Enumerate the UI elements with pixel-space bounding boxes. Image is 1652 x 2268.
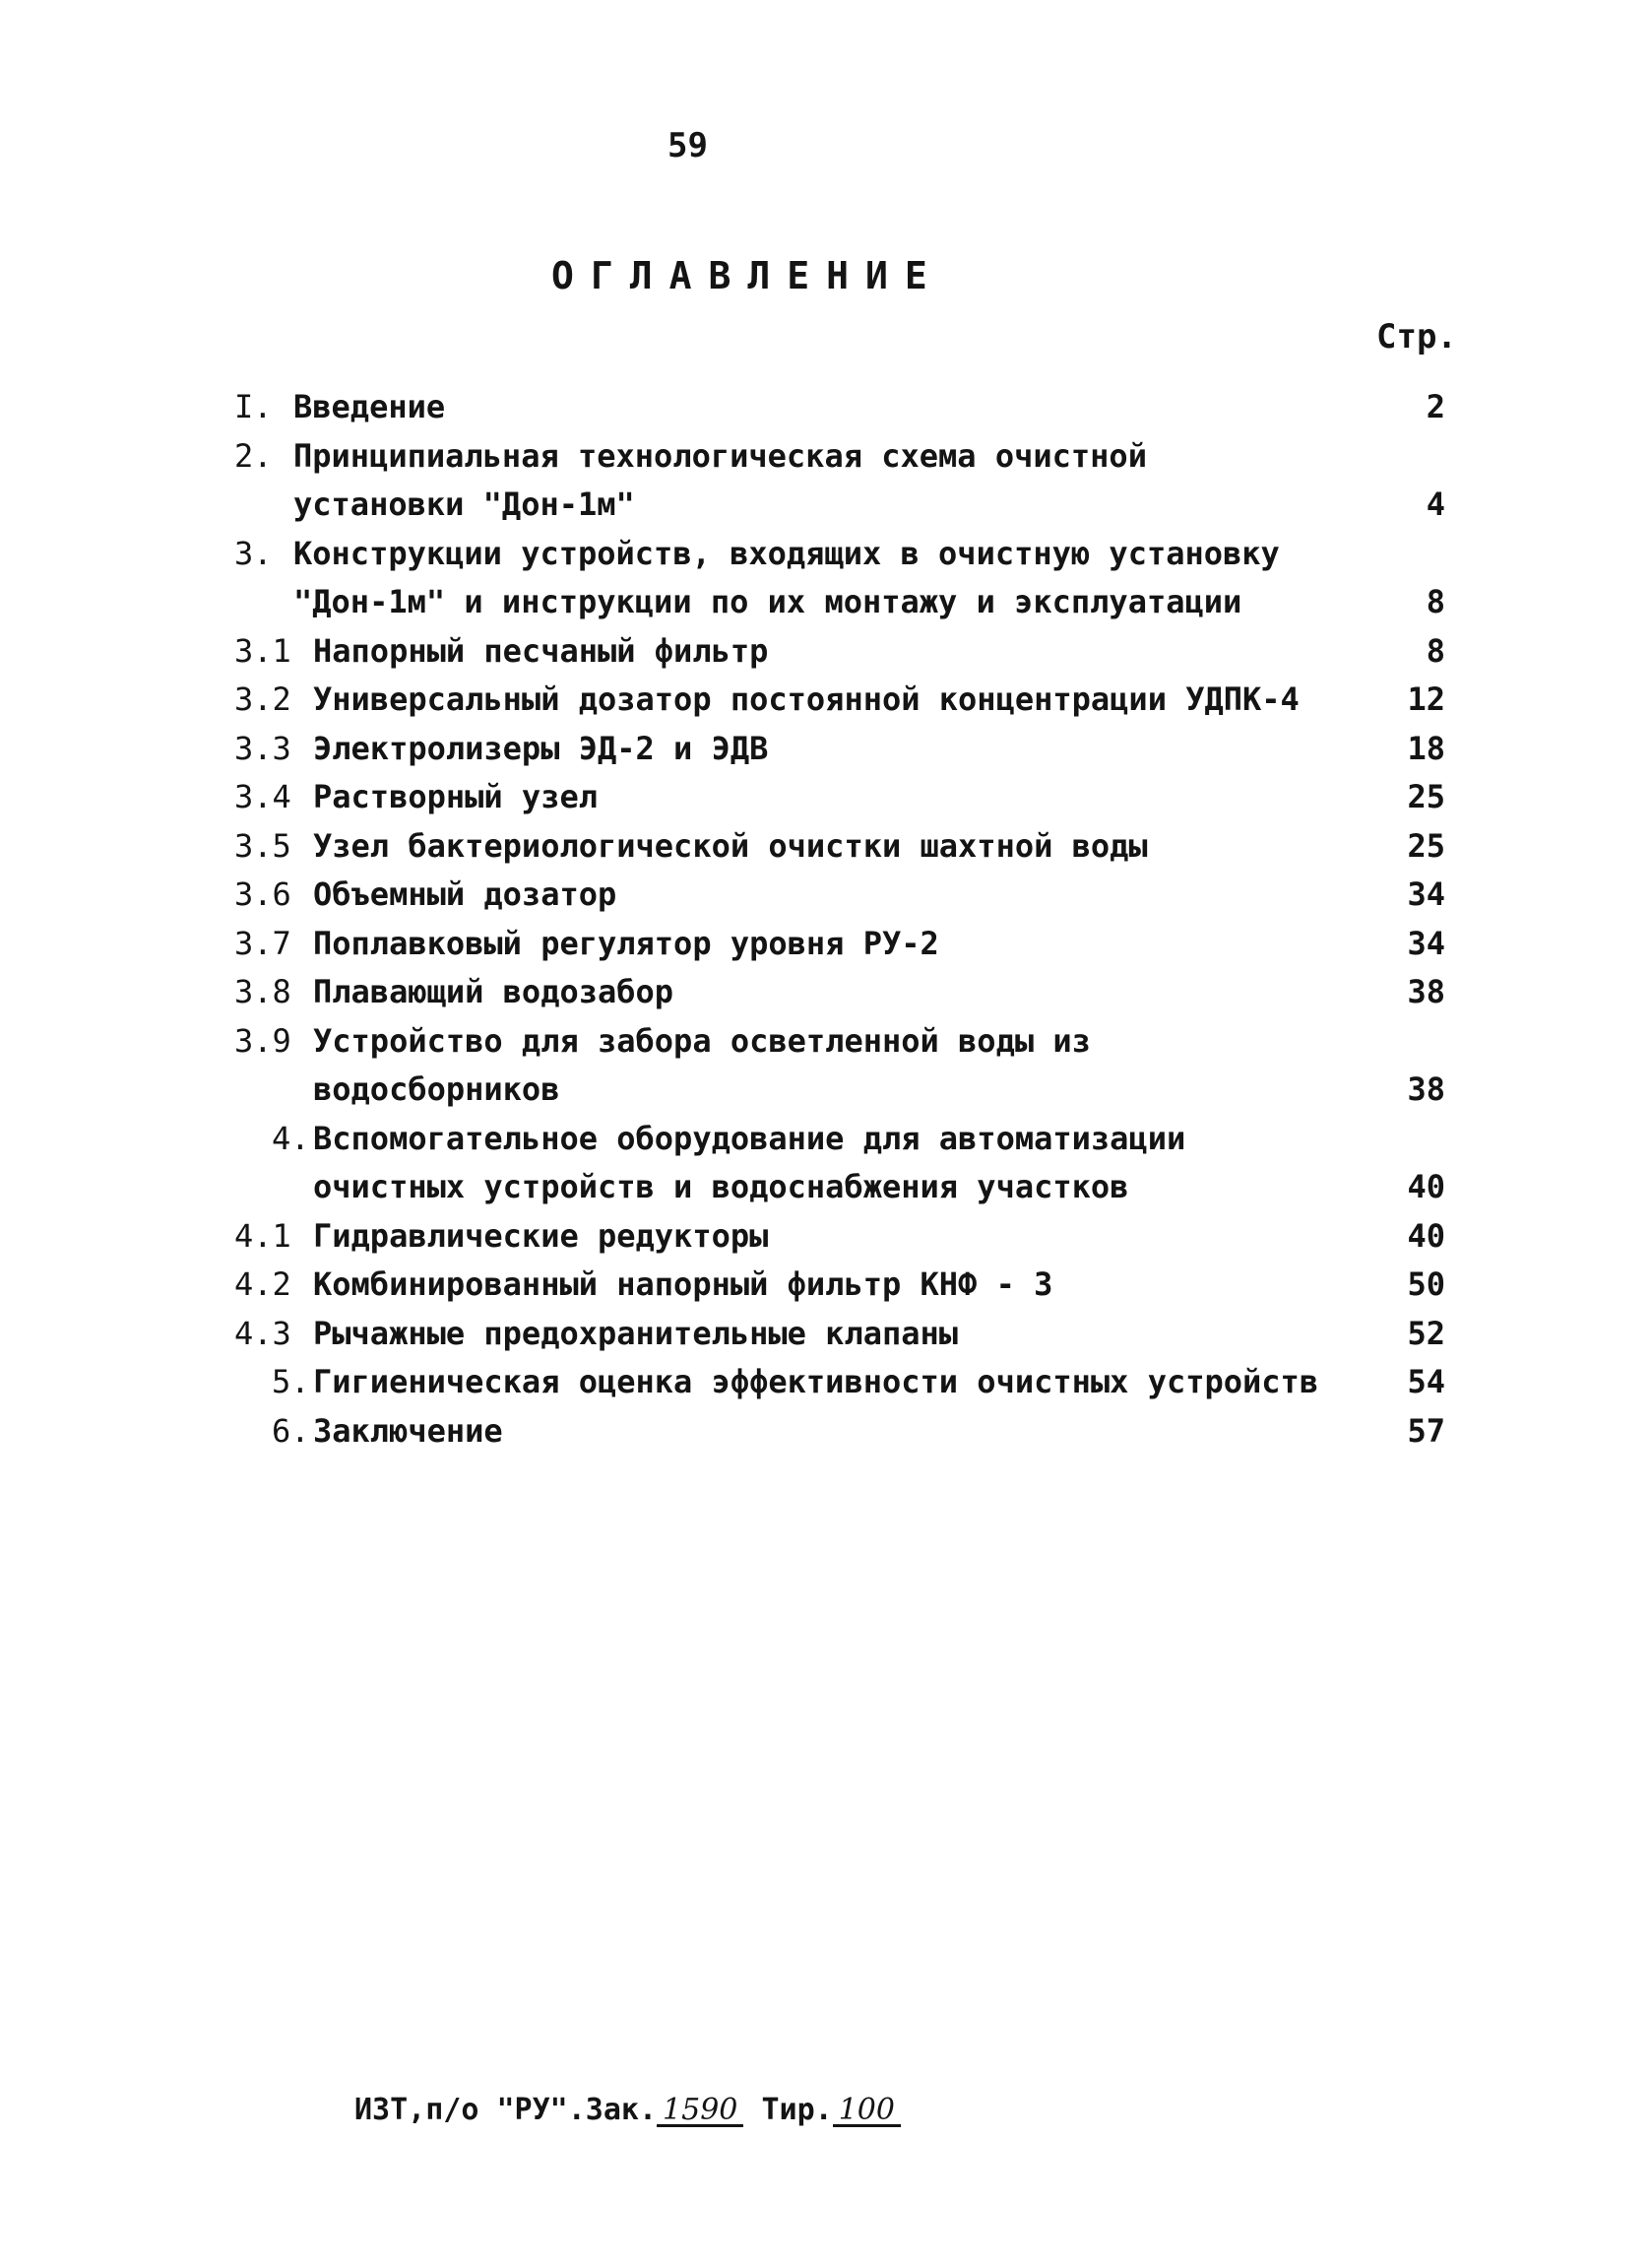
copies-label: Тир. bbox=[761, 2093, 833, 2127]
toc-row bbox=[0, 1411, 1652, 1451]
toc-text: установки "Дон-1м" bbox=[293, 486, 635, 523]
footer-prefix: ИЗТ,п/о "РУ".Зак. bbox=[354, 2093, 658, 2127]
toc-row bbox=[0, 387, 1652, 426]
toc-num: 3.1 bbox=[234, 632, 291, 670]
toc-text: Напорный песчаный фильтр bbox=[313, 632, 769, 670]
toc-page: 25 bbox=[1407, 827, 1445, 865]
toc-page: 2 bbox=[1426, 388, 1445, 425]
toc-num: I. bbox=[234, 388, 273, 425]
toc-row bbox=[0, 1264, 1652, 1304]
toc-row bbox=[0, 1069, 1652, 1109]
toc-page: 38 bbox=[1407, 1070, 1445, 1108]
toc-num: 4. bbox=[272, 1120, 310, 1157]
toc-row bbox=[0, 1167, 1652, 1206]
toc-text: Конструкции устройств, входящих в очистную установку bbox=[293, 535, 1280, 572]
toc-num: 3.7 bbox=[234, 925, 291, 962]
copies-count: 100 bbox=[833, 2097, 901, 2127]
toc-num: 3.9 bbox=[234, 1022, 291, 1060]
toc-num: 3.4 bbox=[234, 778, 291, 815]
toc-text: Универсальный дозатор постоянной концентрации УДПК-4 bbox=[313, 680, 1300, 718]
toc-page: 34 bbox=[1407, 925, 1445, 962]
toc-text: Гидравлические редукторы bbox=[313, 1217, 769, 1255]
toc-page: 34 bbox=[1407, 875, 1445, 913]
toc-page: 8 bbox=[1426, 632, 1445, 670]
toc-row bbox=[0, 680, 1652, 719]
toc-text: Устройство для забора осветленной воды из bbox=[313, 1022, 1091, 1060]
toc-row bbox=[0, 582, 1652, 621]
toc-page: 52 bbox=[1407, 1315, 1445, 1352]
toc-num: 3.2 bbox=[234, 680, 291, 718]
toc-num: 4.1 bbox=[234, 1217, 291, 1255]
toc-page: 4 bbox=[1426, 486, 1445, 523]
toc-num: 5. bbox=[272, 1363, 310, 1400]
toc-text: водосборников bbox=[313, 1070, 560, 1108]
toc-row bbox=[0, 826, 1652, 866]
toc-page: 12 bbox=[1407, 680, 1445, 718]
toc-page: 40 bbox=[1407, 1217, 1445, 1255]
toc-text: Плавающий водозабор bbox=[313, 973, 674, 1010]
toc-num: 4.2 bbox=[234, 1265, 291, 1303]
toc-text: "Дон-1м" и инструкции по их монтажу и эксплуатации bbox=[293, 583, 1242, 620]
toc-page: 25 bbox=[1407, 778, 1445, 815]
print-footer bbox=[354, 2093, 901, 2127]
toc-num: 3.6 bbox=[234, 875, 291, 913]
toc-text: Объемный дозатор bbox=[313, 875, 617, 913]
toc-text: Принципиальная технологическая схема очистной bbox=[293, 437, 1147, 475]
toc-text: Узел бактериологической очистки шахтной воды bbox=[313, 827, 1148, 865]
toc-page: 50 bbox=[1407, 1265, 1445, 1303]
toc-row bbox=[0, 1362, 1652, 1401]
toc-text: Растворный узел bbox=[313, 778, 598, 815]
page-number: 59 bbox=[667, 126, 708, 165]
toc-row bbox=[0, 485, 1652, 524]
toc-title: ОГЛАВЛЕНИЕ bbox=[551, 254, 944, 297]
toc-text: Комбинированный напорный фильтр КНФ - 3 bbox=[313, 1265, 1053, 1303]
page-column-header: Стр. bbox=[1376, 317, 1457, 356]
toc-page: 57 bbox=[1407, 1412, 1445, 1450]
toc-row bbox=[0, 875, 1652, 914]
toc-num: 3.8 bbox=[234, 973, 291, 1010]
toc-row bbox=[0, 1021, 1652, 1061]
toc-text: очистных устройств и водоснабжения участков bbox=[313, 1168, 1129, 1205]
toc-row bbox=[0, 777, 1652, 816]
toc-row bbox=[0, 1216, 1652, 1256]
toc-num: 6. bbox=[272, 1412, 310, 1450]
toc-num: 4.3 bbox=[234, 1315, 291, 1352]
toc-row bbox=[0, 436, 1652, 476]
toc-page: 18 bbox=[1407, 730, 1445, 767]
toc-row bbox=[0, 534, 1652, 573]
toc-text: Введение bbox=[293, 388, 446, 425]
toc-row bbox=[0, 729, 1652, 768]
toc-text: Заключение bbox=[313, 1412, 503, 1450]
toc-num: 3. bbox=[234, 535, 273, 572]
order-number: 1590 bbox=[657, 2097, 743, 2127]
toc-page: 54 bbox=[1407, 1363, 1445, 1400]
toc-text: Рычажные предохранительные клапаны bbox=[313, 1315, 959, 1352]
toc-text: Поплавковый регулятор уровня РУ-2 bbox=[313, 925, 939, 962]
toc-text: Электролизеры ЭД-2 и ЭДВ bbox=[313, 730, 769, 767]
toc-page: 8 bbox=[1426, 583, 1445, 620]
toc-row bbox=[0, 1119, 1652, 1158]
toc-num: 3.5 bbox=[234, 827, 291, 865]
toc-row bbox=[0, 924, 1652, 963]
toc-num: 3.3 bbox=[234, 730, 291, 767]
toc-page: 40 bbox=[1407, 1168, 1445, 1205]
toc-row bbox=[0, 972, 1652, 1011]
toc-num: 2. bbox=[234, 437, 273, 475]
toc-row bbox=[0, 631, 1652, 671]
toc-row bbox=[0, 1314, 1652, 1353]
toc-page: 38 bbox=[1407, 973, 1445, 1010]
toc-text: Гигиеническая оценка эффективности очистных устройств bbox=[313, 1363, 1319, 1400]
toc-text: Вспомогательное оборудование для автоматизации bbox=[313, 1120, 1186, 1157]
